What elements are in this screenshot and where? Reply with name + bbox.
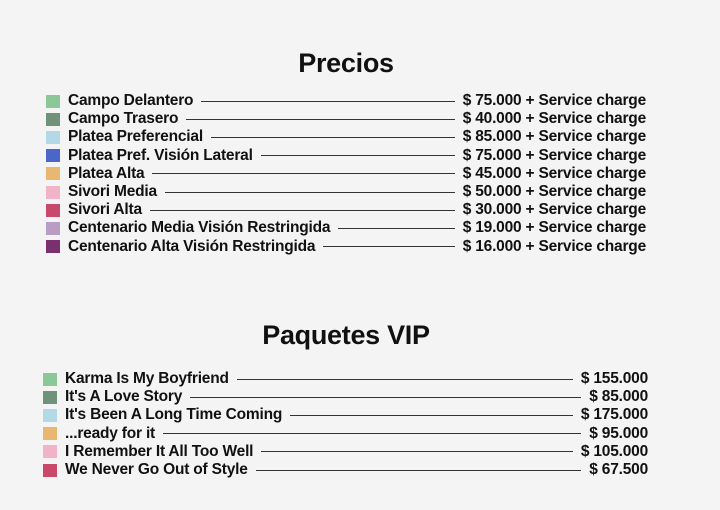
color-swatch [46,240,60,253]
price-row [46,201,646,219]
price-row [46,92,646,110]
vip-list [43,370,648,479]
color-swatch [46,131,60,144]
price-value: $ 50.000 + Service charge [462,183,646,201]
section-name: ...ready for it [65,424,156,442]
section-name: Karma Is My Boyfriend [65,370,229,388]
price-row [46,219,646,237]
price-value: $ 67.500 [589,461,648,479]
section-name: Campo Delantero [68,92,194,110]
price-value: $ 105.000 [580,442,648,460]
color-swatch [43,373,57,386]
price-row [43,406,648,424]
price-value: $ 85.000 [589,388,648,406]
color-swatch [43,409,57,422]
price-value: $ 16.000 + Service charge [462,237,646,255]
leader-line [338,228,454,229]
price-value: $ 95.000 [589,424,648,442]
price-row [43,443,648,461]
section-name: Platea Preferencial [68,128,203,146]
price-row [43,461,648,479]
leader-line [190,397,581,398]
section-name: Campo Trasero [68,110,179,128]
section-name: Centenario Media Visión Restringida [68,219,331,237]
leader-line [165,192,455,193]
section-name: Platea Alta [68,164,145,182]
section-name: It's A Love Story [65,388,183,406]
price-row [43,425,648,443]
color-swatch [46,149,60,162]
color-swatch [43,391,57,404]
price-row [46,238,646,256]
leader-line [150,210,455,211]
color-swatch [43,427,57,440]
leader-line [201,101,454,102]
price-value: $ 40.000 + Service charge [462,110,646,128]
price-value: $ 30.000 + Service charge [462,201,646,219]
price-row [46,183,646,201]
price-value: $ 19.000 + Service charge [462,219,646,237]
price-row [46,128,646,146]
price-value: $ 75.000 + Service charge [462,92,646,110]
leader-line [261,451,573,452]
leader-line [152,173,454,174]
price-value: $ 155.000 [580,370,648,388]
price-row [46,147,646,165]
price-row [46,110,646,128]
leader-line [186,119,454,120]
leader-line [290,415,573,416]
price-row [43,388,648,406]
color-swatch [46,95,60,108]
vip-title: Paquetes VIP [262,320,430,350]
section-name: Sivori Media [68,183,157,201]
color-swatch [43,464,57,477]
leader-line [261,155,455,156]
price-value: $ 175.000 [580,406,648,424]
color-swatch [43,445,57,458]
color-swatch [46,204,60,217]
price-value: $ 45.000 + Service charge [462,164,646,182]
leader-line [211,137,455,138]
color-swatch [46,113,60,126]
leader-line [163,433,581,434]
color-swatch [46,167,60,180]
precios-list [46,92,646,256]
leader-line [256,470,582,471]
section-name: We Never Go Out of Style [65,461,248,479]
section-name: It's Been A Long Time Coming [65,406,283,424]
leader-line [323,246,454,247]
price-row [46,165,646,183]
price-value: $ 85.000 + Service charge [462,128,646,146]
section-name: Platea Pref. Visión Lateral [68,146,253,164]
leader-line [237,379,573,380]
section-name: I Remember It All Too Well [65,442,254,460]
price-row [43,370,648,388]
section-name: Centenario Alta Visión Restringida [68,237,316,255]
precios-title: Precios [298,48,394,78]
section-name: Sivori Alta [68,201,142,219]
color-swatch [46,186,60,199]
price-value: $ 75.000 + Service charge [462,146,646,164]
color-swatch [46,222,60,235]
